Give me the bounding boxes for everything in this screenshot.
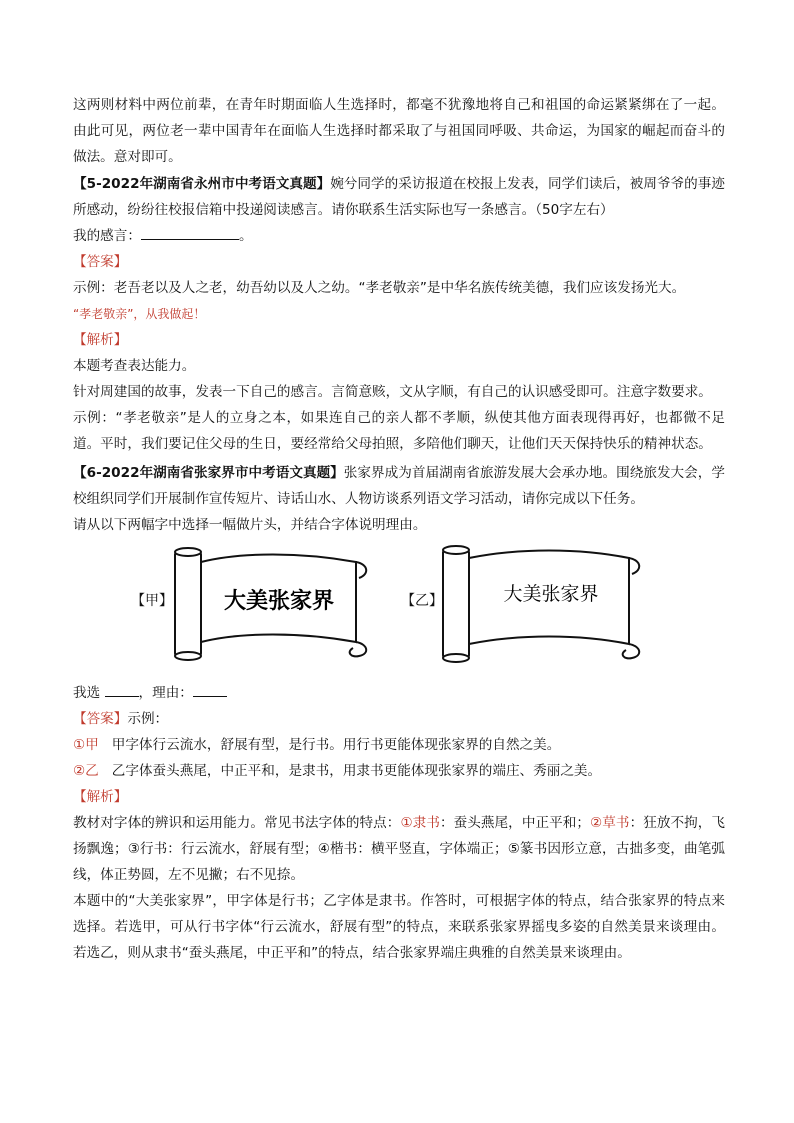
analysis-5-line2: 针对周建国的故事，发表一下自己的感言。言简意赅，文从字顺，有自己的认识感受即可。注意字数要求。 <box>73 384 712 400</box>
option-jia-mark: ①甲 <box>73 737 99 753</box>
question-5-body: 婉兮同学的采访报道在校报上发表，同学们读后，被周爷爷的事迹所感动，纷纷往校报信箱中投递阅读感言。请你联系生活实际也写一条感言。（50字左右） <box>73 176 726 218</box>
prompt-end: 。 <box>238 228 253 244</box>
lishu-label: ①隶书 <box>400 815 440 831</box>
answer-tag-5: 【答案】 <box>73 254 128 270</box>
answer-5 <box>73 275 725 327</box>
paragraph-conclusion: 这两则材料中两位前辈，在青年时期面临人生选择时，都毫不犹豫地将自己和祖国的命运紧紧绑在了一起。由此可见，两位老一辈中国青年在面临人生选择时都采取了与祖国同呼吸、共命运，为国家的崛起而奋斗的做法。意对即可。 <box>73 97 725 165</box>
analysis-6-fonts <box>73 810 725 888</box>
choose-blank <box>105 680 139 697</box>
analysis-6-intro: 教材对字体的辨识和运用能力。常见书法字体的特点： <box>73 815 401 831</box>
scroll-jia-text: 大美张家界 <box>223 588 335 614</box>
question-6-title: 【6-2022年湖南省张家界市中考语文真题】 <box>73 465 344 481</box>
lishu-desc: ：蚕头燕尾，中正平和； <box>439 815 590 831</box>
answer-5-text: 示例：老吾老以及人之老，幼吾幼以及人之幼。“孝老敬亲”是中华名族传统美德，我们应该发扬光大。 <box>73 280 686 296</box>
choose-line <box>73 680 725 706</box>
option-yi-mark: ②乙 <box>73 763 99 779</box>
label-jia: 【甲】 <box>131 593 173 609</box>
question-5-prompt <box>73 223 725 249</box>
analysis-tag-6: 【解析】 <box>73 789 128 805</box>
answer-tag-6: 【答案】 <box>73 711 128 727</box>
question-5 <box>73 171 725 223</box>
analysis-tag-5: 【解析】 <box>73 332 128 348</box>
scroll-jia-image <box>171 544 371 664</box>
option-yi-text: 乙字体蚕头燕尾，中正平和，是隶书，用隶书更能体现张家界的端庄、秀丽之美。 <box>111 763 602 779</box>
answer-5-slogan: “孝老敬亲”，从我做起！ <box>73 307 206 321</box>
analysis-6-choice: 本题中的“大美张家界”，甲字体是行书；乙字体是隶书。作答时，可根据字体的特点，结合张家界的特点来选择。若选甲，可从行书字体“行云流水，舒展有型”的特点，来联系张家界摇曳多姿的自然美景来谈理由。若选乙，则从隶书“蚕头燕尾，中正平和”的特点，结合张家界端庄典雅的自然美景来谈理由。 <box>73 893 725 961</box>
reason-label: ，理由： <box>138 685 193 701</box>
answer-6-header <box>73 706 725 732</box>
document-page <box>73 92 725 966</box>
answer-6-suffix: 示例： <box>127 711 169 727</box>
other-fonts-desc: ：狂放不拘，飞扬飘逸；③行书：行云流水，舒展有型；④楷书：横平竖直，字体端正；⑤篆书因形立意，古拙多变，曲笔弧线，体正势圆，左不见撇；右不见捺。 <box>73 815 726 883</box>
reason-blank <box>193 680 227 697</box>
scroll-yi-text: 大美张家界 <box>503 583 599 605</box>
label-yi: 【乙】 <box>401 593 443 609</box>
analysis-5-line1: 本题考查表达能力。 <box>73 358 196 374</box>
scroll-yi-image <box>439 544 645 664</box>
analysis-5-example: 示例：“孝老敬亲”是人的立身之本，如果连自己的亲人都不孝顺，纵使其他方面表现得再好，也都微不足道。平时，我们要记住父母的生日，要经常给父母拍照，多陪他们聊天，让他们天天保持快乐的精神状态。 <box>73 410 725 452</box>
answer-6-option-jia <box>73 732 725 758</box>
answer-blank <box>141 223 239 240</box>
question-6 <box>73 460 725 512</box>
choose-prefix: 我选 <box>73 685 101 701</box>
question-6-instruction: 请从以下两幅字中选择一幅做片头，并结合字体说明理由。 <box>73 517 427 533</box>
prompt-label: 我的感言： <box>73 228 141 244</box>
option-jia-text: 甲字体行云流水，舒展有型，是行书。用行书更能体现张家界的自然之美。 <box>111 737 561 753</box>
calligraphy-figures <box>73 542 725 668</box>
question-6-body: 张家界成为首届湖南省旅游发展大会承办地。围绕旅发大会，学校组织同学们开展制作宣传短片、诗话山水、人物访谈系列语文学习活动，请你完成以下任务。 <box>73 465 725 507</box>
answer-6-option-yi <box>73 758 725 784</box>
caoshu-label: ②草书 <box>590 815 630 831</box>
question-5-title: 【5-2022年湖南省永州市中考语文真题】 <box>73 176 331 192</box>
